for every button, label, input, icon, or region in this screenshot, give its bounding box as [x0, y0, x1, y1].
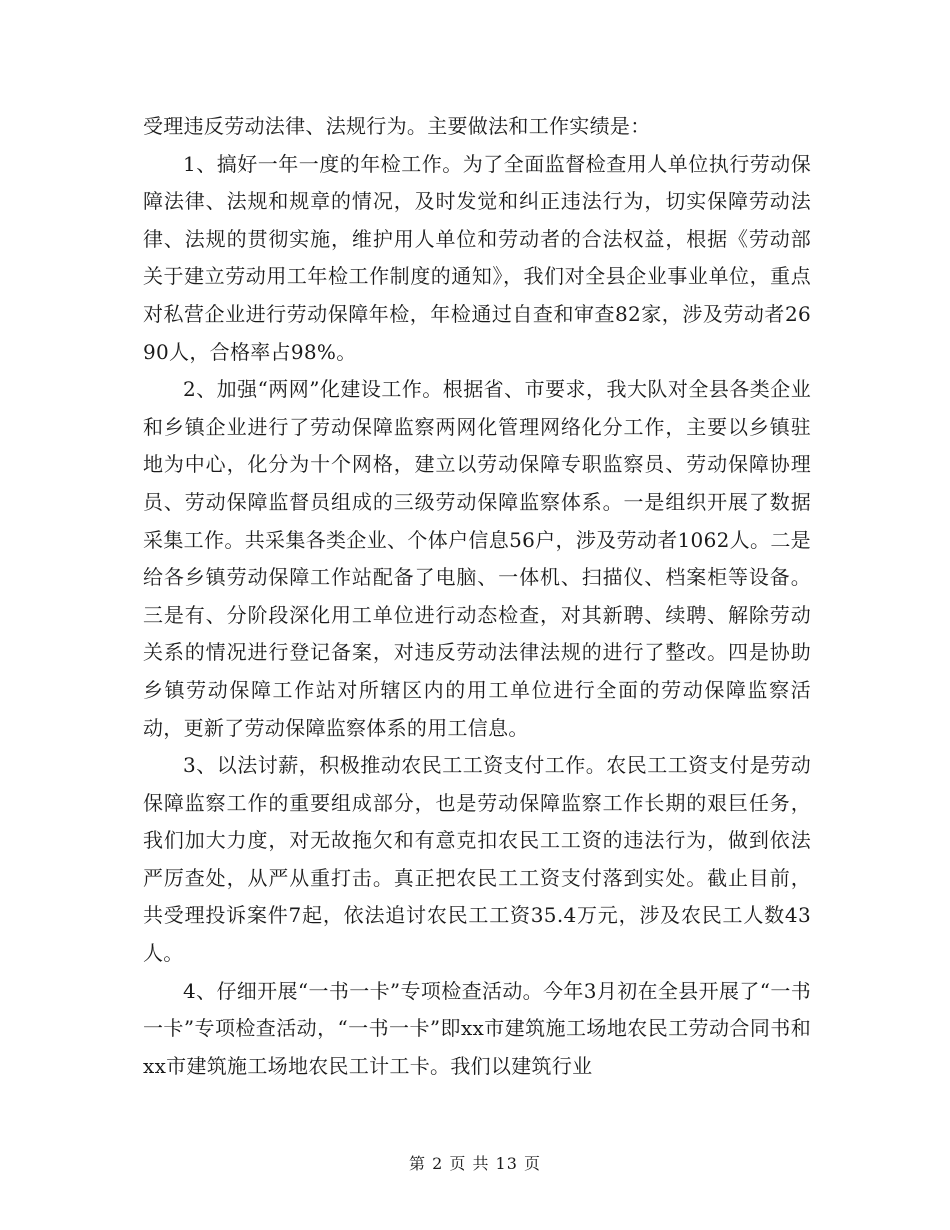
paragraph-annual-inspection: 1、搞好一年一度的年检工作。为了全面监督检查用人单位执行劳动保障法律、法规和规章的情况，及时发觉和纠正违法行为，切实保障劳动法律、法规的贯彻实施，维护用人单位和劳动者的合法权益，根据《劳动部关于建立劳动用工年检工作制度的通知》，我们对全县企业事业单位，重点对私营企业进行劳动保障年检，年检通过自查和审查82家，涉及劳动者2690人，合格率占98%。 — [143, 151, 811, 364]
paragraph-two-network: 2、加强“两网”化建设工作。根据省、市要求，我大队对全县各类企业和乡镇企业进行了劳动保障监察两网化管理网络化分工作，主要以乡镇驻地为中心，化分为十个网格，建立以劳动保障专职监察员、劳动保障协理员、劳动保障监督员组成的三级劳动保障监察体系。一是组织开展了数据采集工作。共采集各类企业、个体户信息56户，涉及劳动者1062人。二是给各乡镇劳动保障工作站配备了电脑、一体机、扫描仪、档案柜等设备。三是有、分阶段深化用工单位进行动态检查，对其新聘、续聘、解除劳动关系的情况进行登记备案，对违反劳动法律法规的进行了整改。四是协助乡镇劳动保障工作站对所辖区内的用工单位进行全面的劳动保障监察活动，更新了劳动保障监察体系的用工信息。 — [143, 377, 811, 740]
page-number-footer: 第 2 页 共 13 页 — [409, 1154, 541, 1173]
paragraph-one-book-one-card: 4、仔细开展“一书一卡”专项检查活动。今年3月初在全县开展了“一书一卡”专项检查活动，“一书一卡”即xx市建筑施工场地农民工劳动合同书和xx市建筑施工场地农民工计工卡。我们以建筑行业 — [143, 978, 811, 1078]
paragraph-migrant-wages: 3、以法讨薪，积极推动农民工工资支付工作。农民工工资支付是劳动保障监察工作的重要组成部分，也是劳动保障监察工作长期的艰巨任务，我们加大力度，对无故拖欠和有意克扣农民工工资的违法行为，做到依法严厉查处，从严从重打击。真正把农民工工资支付落到实处。截止目前，共受理投诉案件7起，依法追讨农民工工资35.4万元，涉及农民工人数43人。 — [143, 753, 811, 966]
document-body — [143, 108, 811, 1085]
paragraph-continuation: 受理违反劳动法律、法规行为。主要做法和工作实绩是： — [143, 114, 651, 138]
